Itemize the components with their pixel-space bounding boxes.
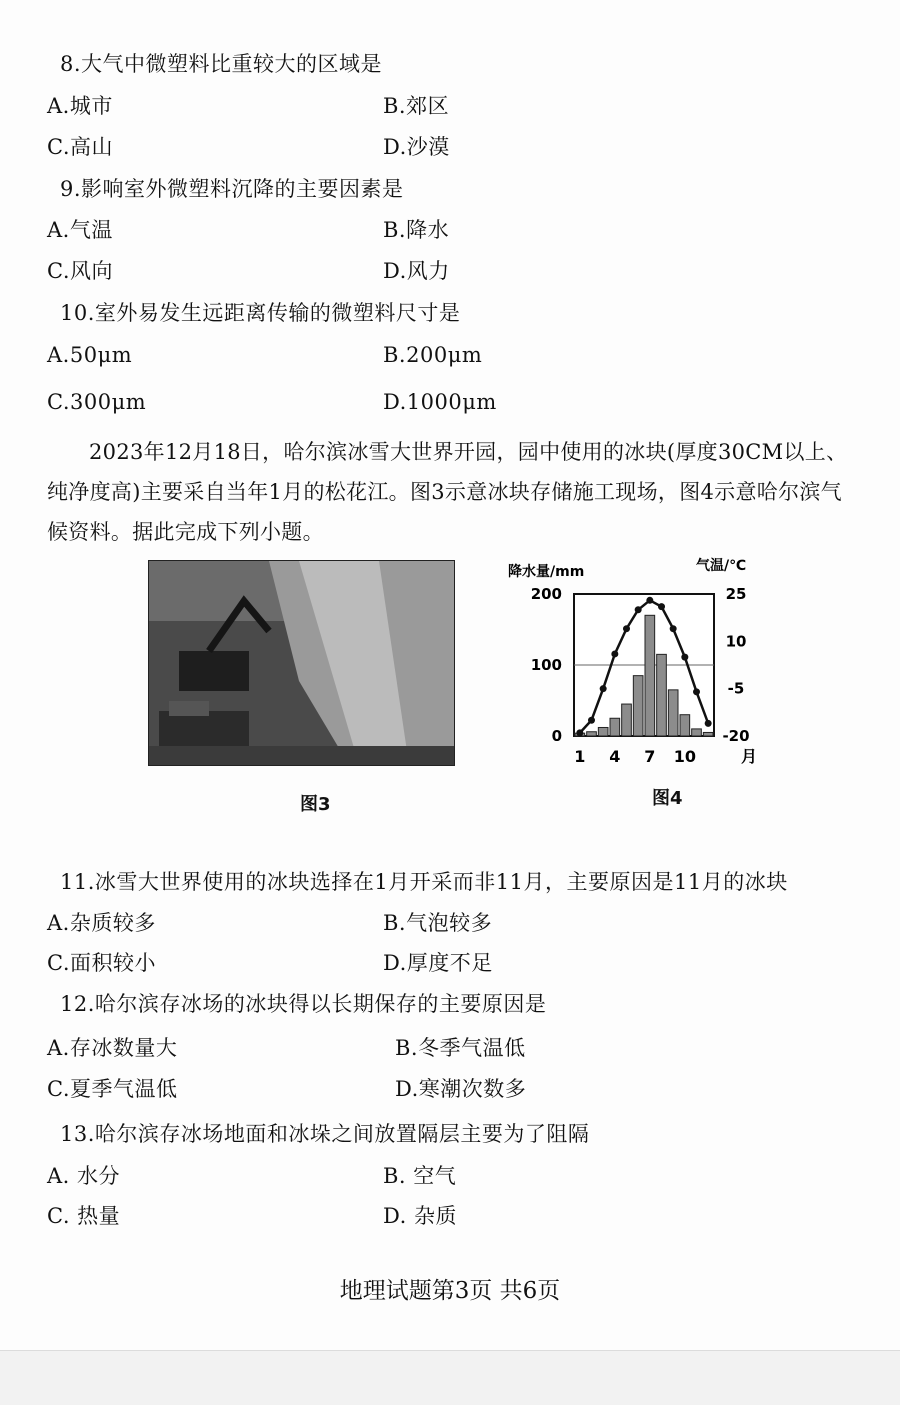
month-axis-label: 月 xyxy=(741,747,758,766)
figure-4-caption: 图4 xyxy=(652,788,683,809)
precipitation-tick-0: 0 xyxy=(551,727,562,745)
precipitation-tick-200: 200 xyxy=(530,585,562,603)
question-9-stem: 9.影响室外微塑料沉降的主要因素是 xyxy=(60,177,404,201)
figure-3-caption: 图3 xyxy=(300,794,331,815)
temperature-point-month-4 xyxy=(611,650,618,657)
precipitation-bar-month-5 xyxy=(622,704,632,736)
temperature-point-month-3 xyxy=(600,685,607,692)
precipitation-bar-month-6 xyxy=(633,676,643,736)
precipitation-axis-label: 降水量/mm xyxy=(508,564,585,580)
question-13-option-b[interactable]: B. 空气 xyxy=(383,1164,457,1188)
month-tick-10: 10 xyxy=(673,747,696,766)
precipitation-bar-month-4 xyxy=(610,718,620,736)
precipitation-bar-month-7 xyxy=(645,615,655,736)
question-11-stem: 11.冰雪大世界使用的冰块选择在1月开采而非11月，主要原因是11月的冰块 xyxy=(60,870,788,894)
harbin-climate-chart xyxy=(490,550,790,790)
temperature-tick-10: 10 xyxy=(725,632,747,651)
month-tick-4: 4 xyxy=(609,747,621,766)
question-8-option-a[interactable]: A.城市 xyxy=(47,94,113,118)
temperature-point-month-7 xyxy=(646,597,653,604)
temperature-point-month-2 xyxy=(588,717,595,724)
temperature-tick-25: 25 xyxy=(725,585,747,603)
page-bottom-margin xyxy=(0,1350,900,1405)
page-footer: 地理试题第3页 共6页 xyxy=(339,1278,561,1304)
question-8-option-b[interactable]: B.郊区 xyxy=(383,94,450,118)
question-8-option-d[interactable]: D.沙漠 xyxy=(383,135,450,159)
precipitation-bar-month-11 xyxy=(692,729,702,736)
question-12-option-b[interactable]: B.冬季气温低 xyxy=(395,1036,526,1060)
question-10-stem: 10.室外易发生远距离传输的微塑料尺寸是 xyxy=(60,301,461,325)
question-8-option-c[interactable]: C.高山 xyxy=(47,135,113,159)
temperature-point-month-12 xyxy=(705,720,712,727)
question-12-option-d[interactable]: D.寒潮次数多 xyxy=(395,1077,527,1101)
temperature-tick--20: -20 xyxy=(722,727,750,745)
precipitation-bar-month-3 xyxy=(598,727,608,736)
temperature-point-month-6 xyxy=(635,606,642,613)
precipitation-bar-month-12 xyxy=(703,732,713,736)
temperature-axis-label: 气温/℃ xyxy=(696,558,747,574)
question-10-option-c[interactable]: C.300μm xyxy=(47,390,147,414)
temperature-point-month-11 xyxy=(693,688,700,695)
question-9-option-c[interactable]: C.风向 xyxy=(47,259,113,283)
precipitation-bar-month-10 xyxy=(680,715,690,736)
question-11-option-c[interactable]: C.面积较小 xyxy=(47,951,156,975)
question-13-stem: 13.哈尔滨存冰场地面和冰垛之间放置隔层主要为了阻隔 xyxy=(60,1122,590,1146)
question-9-option-d[interactable]: D.风力 xyxy=(383,259,450,283)
question-13-option-c[interactable]: C. 热量 xyxy=(47,1204,121,1228)
precipitation-tick-100: 100 xyxy=(530,656,562,674)
question-12-option-c[interactable]: C.夏季气温低 xyxy=(47,1077,178,1101)
ice-storage-construction-photo xyxy=(148,560,455,766)
month-tick-7: 7 xyxy=(644,747,656,766)
temperature-point-month-5 xyxy=(623,625,630,632)
question-11-option-b[interactable]: B.气泡较多 xyxy=(383,911,493,935)
question-11-option-a[interactable]: A.杂质较多 xyxy=(47,911,156,935)
question-11-option-d[interactable]: D.厚度不足 xyxy=(383,951,493,975)
temperature-tick--5: -5 xyxy=(727,679,745,698)
question-9-option-b[interactable]: B.降水 xyxy=(383,218,450,242)
question-10-option-b[interactable]: B.200μm xyxy=(383,343,483,367)
precipitation-bar-month-9 xyxy=(668,690,678,736)
temperature-point-month-1 xyxy=(576,729,583,736)
question-12-option-a[interactable]: A.存冰数量大 xyxy=(47,1036,178,1060)
question-9-option-a[interactable]: A.气温 xyxy=(47,218,113,242)
question-12-stem: 12.哈尔滨存冰场的冰块得以长期保存的主要原因是 xyxy=(60,992,547,1016)
precipitation-bar-month-2 xyxy=(587,732,597,736)
temperature-point-month-9 xyxy=(670,625,677,632)
question-10-option-d[interactable]: D.1000μm xyxy=(383,390,497,414)
question-8-stem: 8.大气中微塑料比重较大的区域是 xyxy=(60,52,383,76)
temperature-point-month-10 xyxy=(681,654,688,661)
question-13-option-a[interactable]: A. 水分 xyxy=(47,1164,121,1188)
month-tick-1: 1 xyxy=(574,747,586,766)
question-13-option-d[interactable]: D. 杂质 xyxy=(383,1204,457,1228)
temperature-point-month-8 xyxy=(658,603,665,610)
question-10-option-a[interactable]: A.50μm xyxy=(47,343,133,367)
reading-passage: 2023年12月18日，哈尔滨冰雪大世界开园，园中使用的冰块(厚度30CM以上、纯净度高)主要采自当年1月的松花江。图3示意冰块存储施工现场，图4示意哈尔滨气候资料。据此完成下列小题。 xyxy=(47,440,848,544)
precipitation-bar-month-8 xyxy=(657,654,667,736)
